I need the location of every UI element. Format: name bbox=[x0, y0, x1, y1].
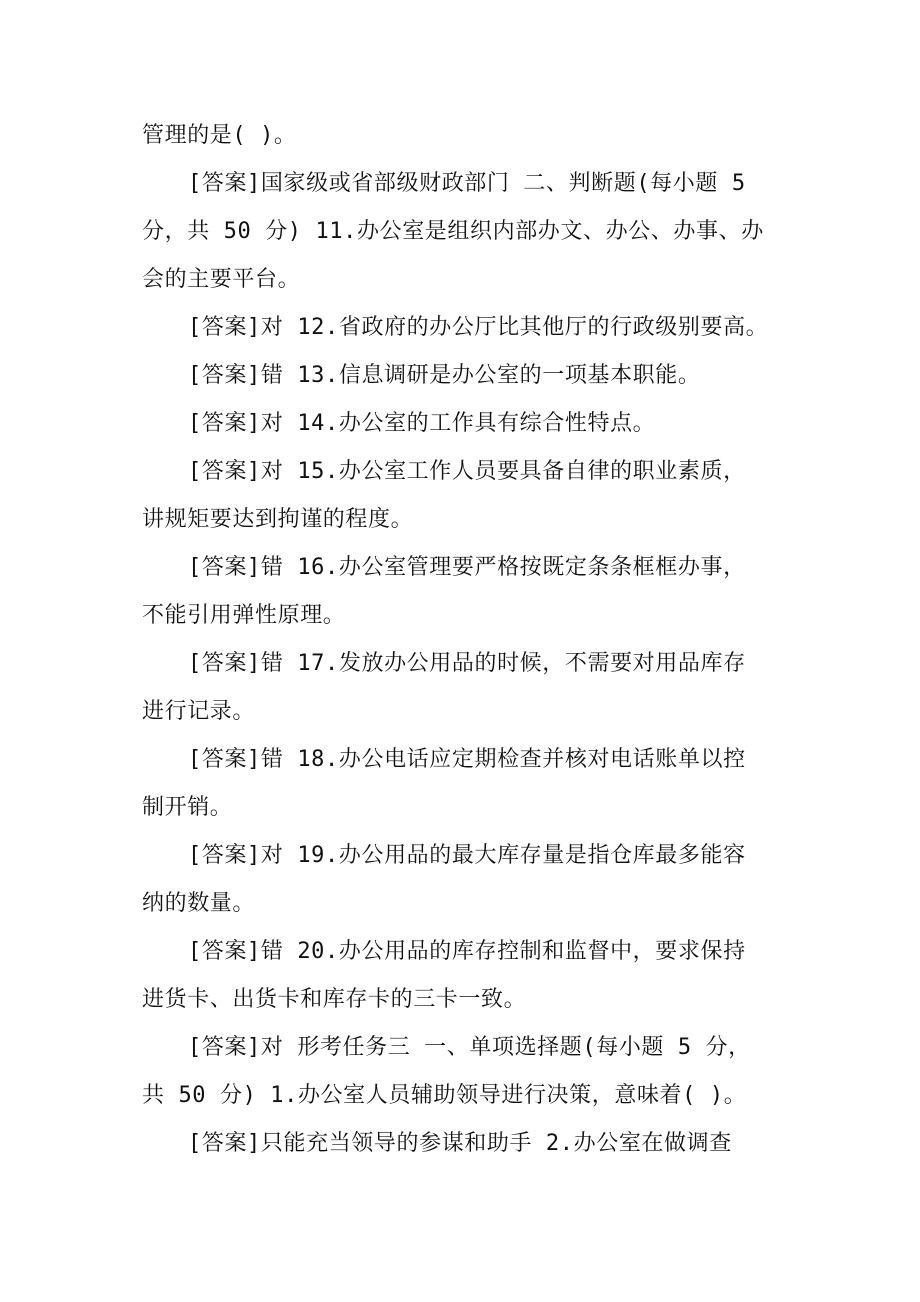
text-line: 讲规矩要达到拘谨的程度。 bbox=[142, 507, 414, 532]
text-line: 进货卡、出货卡和库存卡的三卡一致。 bbox=[142, 987, 527, 1012]
text-line: [答案]对 12.省政府的办公厅比其他厅的行政级别要高。 bbox=[188, 315, 769, 340]
text-line: 共 50 分) 1.办公室人员辅助领导进行决策，意味着( )。 bbox=[142, 1083, 747, 1108]
text-line: [答案]对 15.办公室工作人员要具备自律的职业素质， bbox=[188, 459, 746, 484]
text-line: [答案]错 17.发放办公用品的时候，不需要对用品库存 bbox=[188, 651, 746, 676]
text-line: 管理的是( )。 bbox=[142, 123, 297, 148]
text-line: [答案]对 14.办公室的工作具有综合性特点。 bbox=[188, 411, 656, 436]
text-line: 纳的数量。 bbox=[142, 891, 256, 916]
text-line: 会的主要平台。 bbox=[142, 267, 301, 292]
text-line: [答案]错 18.办公电话应定期检查并核对电话账单以控 bbox=[188, 747, 746, 772]
text-line: [答案]错 20.办公用品的库存控制和监督中，要求保持 bbox=[188, 939, 746, 964]
text-line: [答案]对 19.办公用品的最大库存量是指仓库最多能容 bbox=[188, 843, 746, 868]
text-line: 分，共 50 分) 11.办公室是组织内部办文、办公、办事、办 bbox=[142, 219, 764, 244]
text-line: [答案]对 形考任务三 一、单项选择题(每小题 5 分， bbox=[188, 1035, 751, 1060]
text-line: 进行记录。 bbox=[142, 699, 256, 724]
text-line: 制开销。 bbox=[142, 795, 233, 820]
text-line: [答案]错 16.办公室管理要严格按既定条条框框办事， bbox=[188, 555, 746, 580]
text-line: [答案]只能充当领导的参谋和助手 2.办公室在做调查 bbox=[188, 1131, 732, 1156]
text-line: [答案]错 13.信息调研是办公室的一项基本职能。 bbox=[188, 363, 701, 388]
text-line: 不能引用弹性原理。 bbox=[142, 603, 346, 628]
text-line: [答案]国家级或省部级财政部门 二、判断题(每小题 5 bbox=[188, 171, 746, 196]
